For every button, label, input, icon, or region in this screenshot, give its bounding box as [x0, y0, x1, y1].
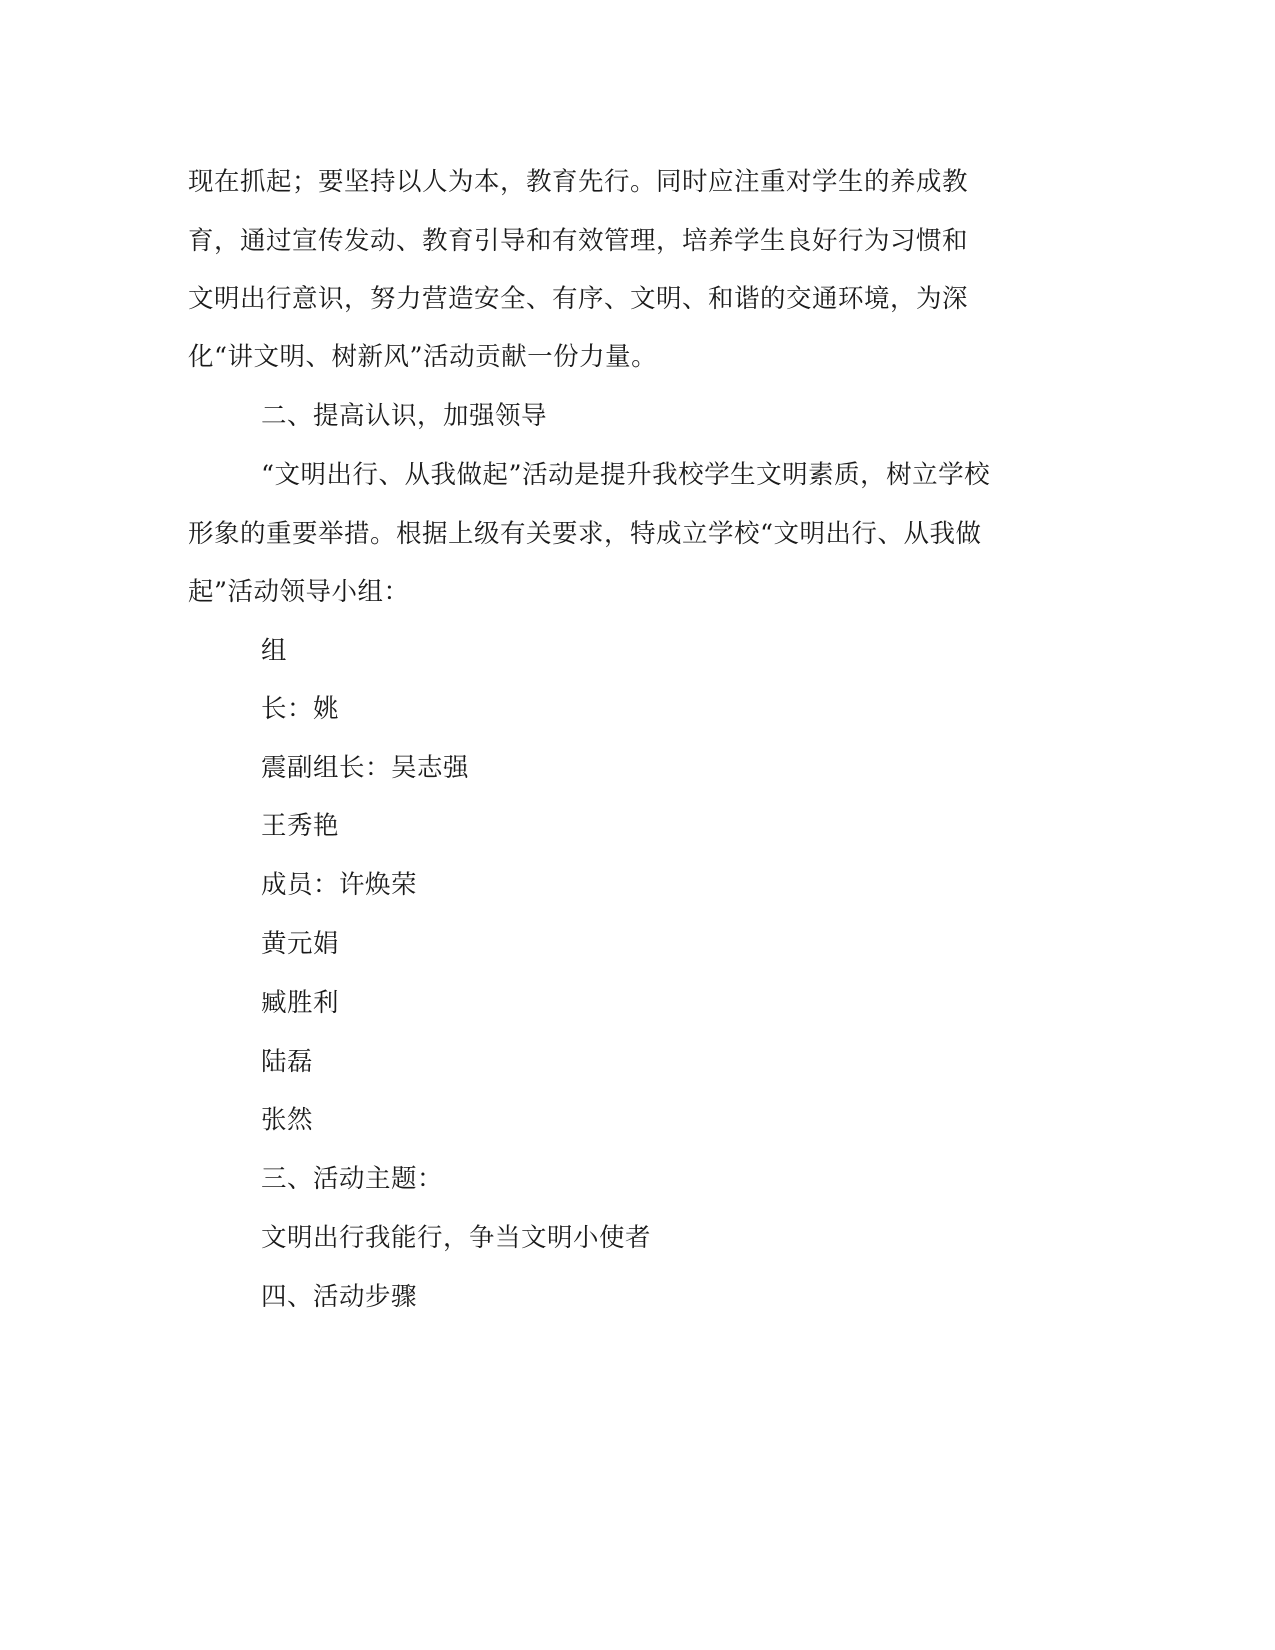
- member-line: 成员：许焕荣: [261, 870, 418, 900]
- section-heading: 三、活动主题：: [261, 1164, 444, 1194]
- member-line: 震副组长：吴志强: [261, 753, 470, 783]
- member-line: 张然: [261, 1105, 314, 1135]
- paragraph-line: “文明出行、从我做起”活动是提升我校学生文明素质，树立学校: [261, 460, 991, 490]
- paragraph-line: 育，通过宣传发动、教育引导和有效管理，培养学生良好行为习惯和: [188, 226, 969, 256]
- paragraph-line: 化“讲文明、树新风”活动贡献一份力量。: [188, 342, 658, 372]
- member-line: 黄元娟: [261, 929, 340, 959]
- member-line: 长：姚: [261, 694, 340, 724]
- paragraph-line: 形象的重要举措。根据上级有关要求，特成立学校“文明出行、从我做: [188, 519, 982, 549]
- paragraph-line: 文明出行意识，努力营造安全、有序、文明、和谐的交通环境，为深: [188, 284, 969, 314]
- theme-line: 文明出行我能行，争当文明小使者: [261, 1223, 652, 1253]
- member-line: 陆磊: [261, 1047, 314, 1077]
- section-heading: 四、活动步骤: [261, 1282, 418, 1312]
- member-line: 臧胜利: [261, 988, 340, 1018]
- paragraph-line: 现在抓起；要坚持以人为本，教育先行。同时应注重对学生的养成教: [188, 167, 969, 197]
- member-line: 王秀艳: [261, 811, 340, 841]
- member-line: 组: [261, 636, 288, 666]
- paragraph-line: 起”活动领导小组：: [188, 577, 410, 607]
- section-heading: 二、提高认识，加强领导: [261, 401, 548, 431]
